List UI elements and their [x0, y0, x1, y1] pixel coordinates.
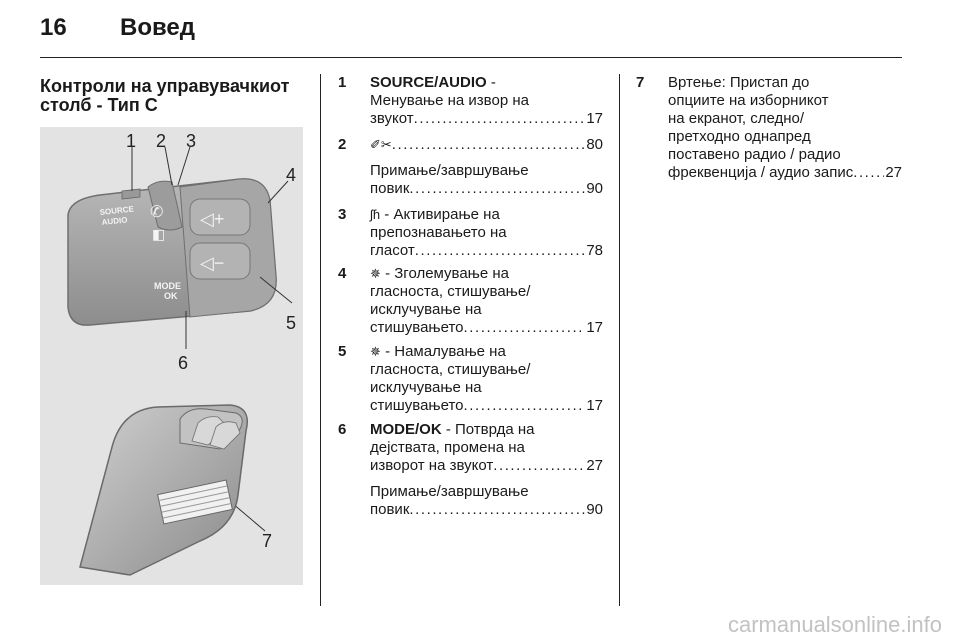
item-number: 1: [338, 74, 347, 91]
watermark: carmanualsonline.info: [727, 612, 942, 637]
stalk-lower: [80, 405, 247, 575]
item-text: -: [486, 74, 496, 91]
item-line: претходно однапред: [668, 128, 811, 145]
callout-2: 2: [156, 131, 167, 151]
header-rule: [40, 57, 902, 58]
item-text: - Потврда на: [441, 421, 535, 438]
source-label: SOURCE: [99, 204, 135, 217]
item-leader-text: звукот: [370, 110, 414, 127]
callout-4: 4: [286, 165, 297, 185]
chapter-title: Вовед: [120, 14, 196, 41]
item-line: Вртење: Пристап до: [668, 74, 810, 91]
item-line: гласноста, стишување/: [370, 283, 531, 300]
item-line: препознавањето на: [370, 224, 507, 241]
item-line: гласноста, стишување/: [370, 361, 531, 378]
item-line: дејствата, промена на: [370, 439, 525, 456]
item-line: исклучување на: [370, 301, 482, 318]
callout-3: 3: [186, 131, 197, 151]
item-line: Менување на извор на: [370, 92, 529, 109]
item-leader-text: стишувањето: [370, 319, 464, 336]
item-line: исклучување на: [370, 379, 482, 396]
page-ref: 27: [586, 457, 603, 474]
page-ref: 80: [586, 136, 603, 153]
item-number: 3: [338, 206, 347, 223]
callout-1: 1: [126, 131, 137, 151]
item-number: 4: [338, 265, 347, 282]
page-number: 16: [40, 14, 67, 41]
item-leader-text: гласот: [370, 242, 415, 259]
item-number: 6: [338, 421, 347, 438]
item-leader-text: стишувањето: [370, 397, 464, 414]
ok-label: OK: [164, 291, 178, 301]
callout-6: 6: [178, 353, 189, 373]
item-leader-text: повик: [370, 180, 410, 197]
item-line: на екранот, следно/: [668, 110, 805, 127]
item-number: 2: [338, 136, 347, 153]
item-leader-text: изворот на звукот: [370, 457, 494, 474]
volume-up-icon: ✵: [370, 266, 381, 281]
item-text: - Зголемување на: [380, 265, 509, 282]
item-line: Примање/завршување: [370, 162, 529, 179]
phone-hook-icon: ✐✂: [370, 137, 392, 152]
item-leader-text: фреквенција / аудио запис: [668, 164, 854, 181]
page-ref: 27: [885, 164, 902, 181]
item-line: опциите на изборникот: [668, 92, 829, 109]
item-number: 5: [338, 343, 347, 360]
voice-icon: ◧: [152, 226, 166, 242]
volume-down-icon: ◁−: [200, 253, 225, 273]
page-ref: 17: [586, 110, 603, 127]
callout-7: 7: [262, 531, 273, 551]
page-ref: 17: [586, 397, 603, 414]
callout-5: 5: [286, 313, 297, 333]
item-line: Примање/завршување: [370, 483, 529, 500]
page-ref: 78: [586, 242, 603, 259]
volume-up-icon: ◁+: [200, 209, 225, 229]
item-term: MODE/OK: [370, 421, 442, 438]
item-text: - Активирање на: [380, 206, 500, 223]
item-number: 7: [636, 74, 645, 91]
column-divider: [320, 74, 321, 606]
item-line: поставено радио / радио: [668, 146, 841, 163]
column-divider: [619, 74, 620, 606]
audio-label: AUDIO: [101, 215, 128, 227]
page-ref: 90: [586, 180, 603, 197]
page-ref: 17: [586, 319, 603, 336]
mode-label: MODE: [154, 281, 181, 291]
volume-down-icon: ✵: [370, 344, 381, 359]
item-leader-text: повик: [370, 501, 410, 518]
item-term: SOURCE/AUDIO: [370, 74, 487, 91]
item-text: - Намалување на: [380, 343, 506, 360]
page-ref: 90: [586, 501, 603, 518]
phone-icon: ✆: [150, 204, 164, 221]
steering-column-controls-figure: [40, 127, 303, 585]
section-title: Контроли на управувачкиот столб - Тип C: [40, 76, 290, 115]
stalk-upper: [68, 179, 276, 325]
voice-recognition-icon: ʃɦ: [370, 207, 381, 222]
controls-illustration: [40, 127, 303, 585]
